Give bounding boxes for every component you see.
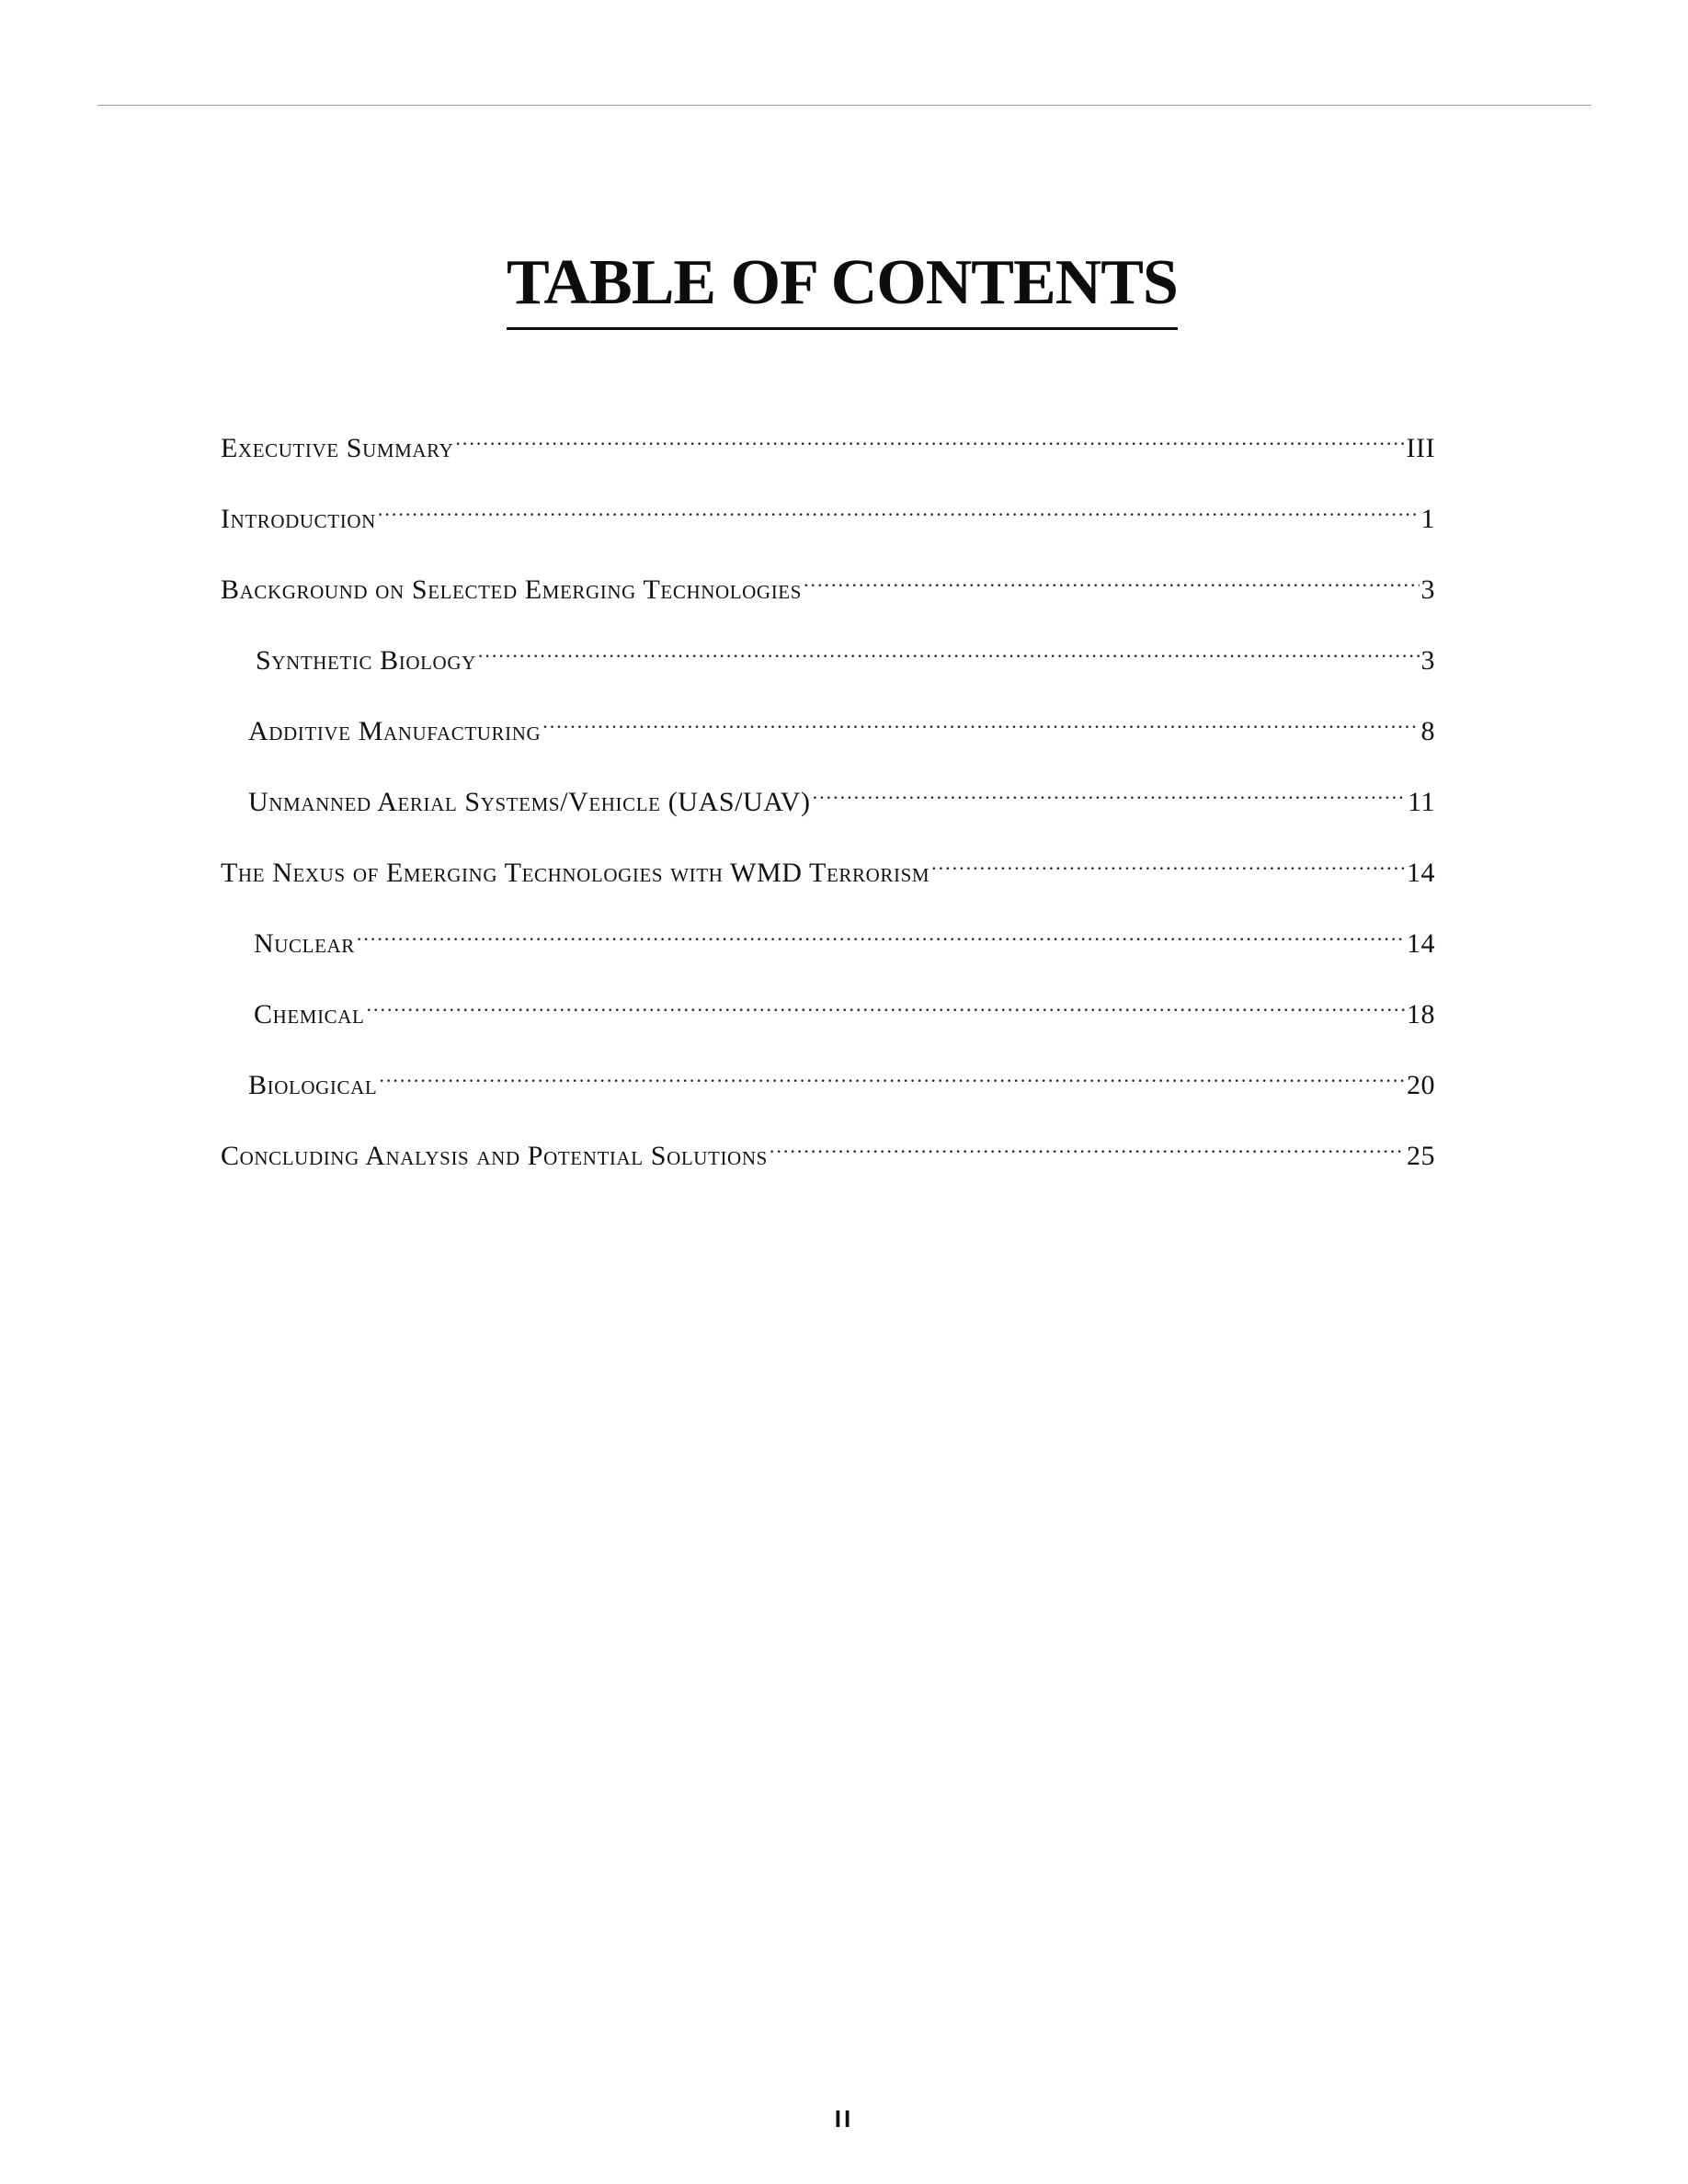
toc-entry-label: Introduction bbox=[221, 504, 376, 534]
toc-dot-leader bbox=[455, 415, 1404, 457]
header-rule bbox=[97, 105, 1591, 106]
toc-dot-leader bbox=[813, 768, 1407, 811]
toc-entry-page: 3 bbox=[1420, 574, 1435, 605]
toc-entry-label: Biological bbox=[248, 1070, 378, 1100]
toc-dot-leader bbox=[478, 627, 1420, 669]
title-block bbox=[507, 246, 1178, 330]
toc-entry-page: 18 bbox=[1407, 999, 1435, 1029]
toc-entry-background[interactable] bbox=[221, 556, 1435, 605]
toc-entry-label: Executive Summary bbox=[221, 433, 454, 463]
toc-entry-page: 25 bbox=[1407, 1141, 1435, 1171]
toc-entry-page: 14 bbox=[1407, 858, 1435, 888]
page-title: TABLE OF CONTENTS bbox=[507, 246, 1178, 330]
toc-dot-leader bbox=[931, 839, 1405, 882]
toc-entry-executive-summary[interactable] bbox=[221, 415, 1435, 463]
toc-entry-page: III bbox=[1406, 433, 1435, 463]
toc-entry-unmanned-aerial-systems[interactable] bbox=[221, 768, 1435, 817]
toc-entry-page: 3 bbox=[1420, 645, 1435, 676]
toc-dot-leader bbox=[804, 556, 1419, 598]
toc-entry-label: Concluding Analysis and Potential Solutions bbox=[221, 1141, 768, 1171]
toc-entry-label: Unmanned Aerial Systems/Vehicle (UAS/UAV) bbox=[248, 787, 811, 817]
toc-dot-leader bbox=[357, 910, 1405, 952]
toc-dot-leader bbox=[770, 1122, 1405, 1165]
toc-dot-leader bbox=[542, 698, 1419, 740]
toc-entry-nexus-wmd-terrorism[interactable] bbox=[221, 839, 1435, 888]
toc-entry-introduction[interactable] bbox=[221, 485, 1435, 534]
toc-entry-chemical[interactable] bbox=[221, 981, 1435, 1029]
toc-entry-page: 14 bbox=[1407, 928, 1435, 959]
toc-entry-nuclear[interactable] bbox=[221, 910, 1435, 959]
toc-entry-page: 8 bbox=[1420, 716, 1435, 746]
toc-entry-additive-manufacturing[interactable] bbox=[221, 698, 1435, 746]
toc-entry-label: Chemical bbox=[254, 999, 365, 1029]
toc-entry-biological[interactable] bbox=[221, 1052, 1435, 1100]
toc-entry-synthetic-biology[interactable] bbox=[221, 627, 1435, 676]
toc-entry-page: 1 bbox=[1420, 504, 1435, 534]
toc-dot-leader bbox=[366, 981, 1405, 1023]
toc-entry-concluding-analysis[interactable] bbox=[221, 1122, 1435, 1171]
toc-entry-page: 20 bbox=[1407, 1070, 1435, 1100]
toc-entry-label: Synthetic Biology bbox=[256, 645, 476, 676]
toc-entry-label: Background on Selected Emerging Technologies bbox=[221, 574, 803, 605]
toc-entry-label: The Nexus of Emerging Technologies with WMD Terrorism bbox=[221, 858, 930, 888]
toc-entry-page: 11 bbox=[1408, 787, 1435, 817]
toc-entry-label: Additive Manufacturing bbox=[248, 716, 542, 746]
toc-dot-leader bbox=[379, 1052, 1405, 1094]
toc-dot-leader bbox=[378, 485, 1420, 528]
toc-entry-label: Nuclear bbox=[254, 928, 355, 959]
page-number: II bbox=[834, 2105, 854, 2133]
